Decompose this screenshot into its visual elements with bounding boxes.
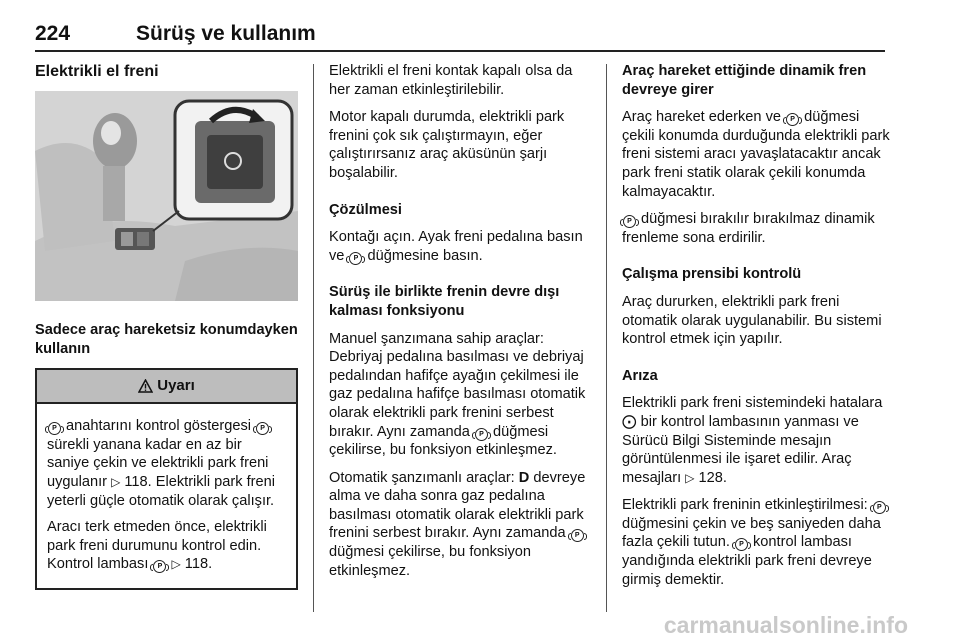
warning-triangle-icon — [138, 379, 153, 393]
parking-brake-icon: P — [873, 501, 886, 514]
paragraph: P düğmesi bırakılır bırakılmaz dinamik frenleme sona erdirilir. — [622, 211, 875, 246]
header-rule — [35, 50, 885, 52]
fault-warning-lamp-icon: ⨀ — [622, 413, 637, 430]
parking-brake-icon: P — [571, 529, 584, 542]
column-divider — [606, 64, 607, 612]
column-2 — [329, 62, 595, 589]
warning-paragraph-2: Aracı terk etmeden önce, elektrikli park freni durumunu kontrol edin. Kontrol lambası P ▷ 118. — [47, 519, 267, 573]
parking-brake-icon: P — [256, 422, 269, 435]
subheading-fault: Arıza — [622, 367, 658, 384]
parking-brake-photo — [35, 91, 298, 301]
warning-header — [37, 370, 296, 404]
subheading-function-check: Çalışma prensibi kontrolü — [622, 266, 802, 283]
page-reference-arrow-icon: ▷ — [111, 474, 121, 489]
subheading-drive-away-release: Sürüş ile birlikte frenin devre dışı kalması fonksiyonu — [329, 284, 560, 319]
warning-title: Uyarı — [157, 376, 195, 394]
console-illustration — [35, 91, 298, 301]
parking-brake-icon: P — [475, 428, 488, 441]
subheading-dynamic-braking: Araç hareket ettiğinde dinamik fren devreye girer — [622, 63, 867, 98]
subheading-release: Çözülmesi — [329, 201, 402, 218]
parking-brake-icon: P — [786, 113, 799, 126]
chapter-title: Sürüş ve kullanım — [136, 22, 316, 45]
paragraph: Araç hareket ederken ve P düğmesi çekili konumda durduğunda elektrikli park freni sistemi aracı yavaşlatacaktır ancak park freni statik olarak çekili konumda kalmayacaktır. — [622, 109, 890, 200]
paragraph: Elektrikli park freninin etkinleştirilmesi: P düğmesini çekin ve beş saniyeden daha fazla çekili tutun. P kontrol lambası yandığında elektrikli park freni devreye girmiş demektir. — [622, 496, 890, 589]
page-reference-arrow-icon: ▷ — [685, 470, 695, 485]
page-reference-arrow-icon: ▷ — [171, 557, 181, 572]
page-number: 224 — [35, 22, 71, 45]
page-header — [35, 0, 885, 52]
parking-brake-icon: P — [735, 538, 748, 551]
parking-brake-icon: P — [623, 215, 636, 228]
photo-caption: Sadece araç hareketsiz konumdayken kullanın — [35, 322, 298, 357]
parking-brake-icon: P — [153, 560, 166, 573]
paragraph: Motor kapalı durumda, elektrikli park frenini çok sık çalıştırmayın, eğer çalıştırırsanız araç aküsünün şarjı boşalabilir. — [329, 109, 565, 181]
column-divider — [313, 64, 314, 612]
parking-brake-icon: P — [48, 422, 61, 435]
warning-box — [35, 368, 298, 590]
parking-brake-icon: P — [349, 252, 362, 265]
warning-body — [37, 404, 296, 588]
paragraph: Elektrikli el freni kontak kapalı olsa da her zaman etkinleştirilebilir. — [329, 63, 573, 98]
paragraph: Kontağı açın. Ayak freni pedalına basın ve P düğmesine basın. — [329, 229, 583, 264]
paragraph: Otomatik şanzımanlı araçlar: D devreye alma ve daha sonra gaz pedalına basılması otomatik olarak elektrikli park frenini serbest bırakır. Aynı zamanda P düğmesi çekilirse, bu fonksiyon etkinleşmez. — [329, 469, 586, 579]
warning-paragraph-1: P anahtarını kontrol göstergesi P sürekli yanana kadar en az bir saniye çekin ve elektrikli park freni uygulanır ▷ 118. Elektrikli park freni yeterli güçle otomatik olarak çalışır. — [47, 418, 275, 509]
paragraph: Manuel şanzımana sahip araçlar: Debriyaj pedalına basılması ve debriyaj pedalından hafifçe ayağın çekilmesi ile gaz pedalına hafifçe basılması otomatik olarak elektrikli park frenini serbest bırakır. Aynı zamanda P düğmesi çekilirse, bu fonksiyon etkinleşmez. — [329, 330, 586, 459]
section-title: Elektrikli el freni — [35, 63, 159, 80]
watermark: carmanualsonline.info — [663, 612, 908, 638]
paragraph: Araç dururken, elektrikli park freni otomatik olarak uygulanabilir. Bu sistemi kontrol etmek için yapılır. — [622, 293, 882, 348]
column-1 — [35, 62, 298, 590]
column-3 — [622, 62, 890, 598]
paragraph: Elektrikli park freni sistemindeki hatalara ⨀ bir kontrol lambasının yanması ve Sürücü Bilgi Sisteminde mesajın görüntülenmesi ile işaret edilir. Araç mesajları ▷ 128. — [622, 395, 883, 486]
